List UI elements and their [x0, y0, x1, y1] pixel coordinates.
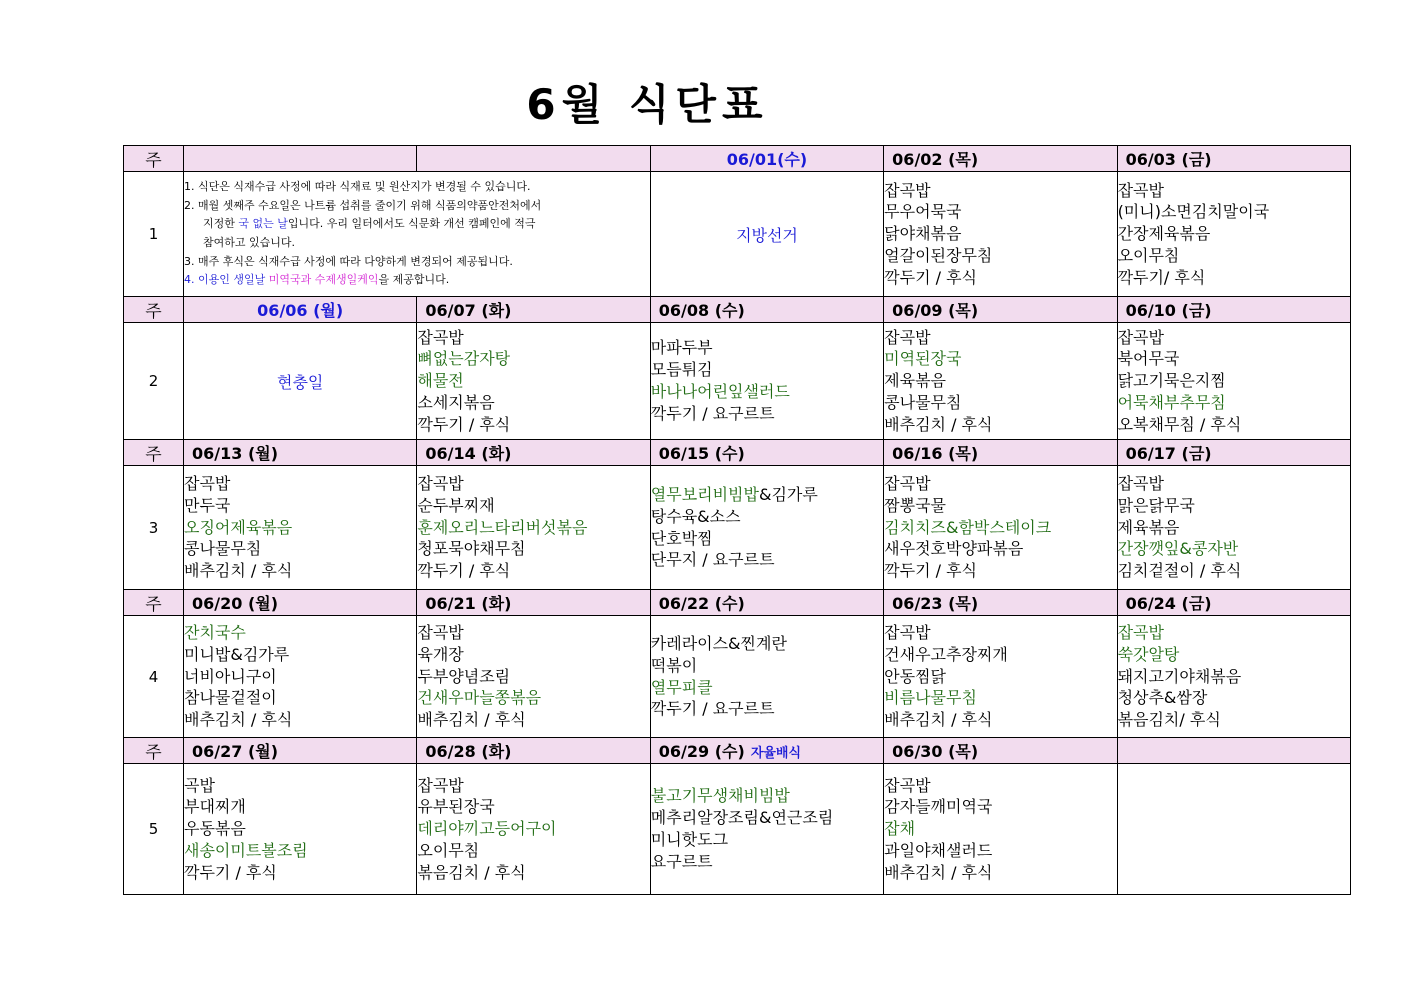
menu-item: 얼갈이된장무침: [884, 245, 993, 265]
date-thu: 06/30 (목): [884, 738, 1117, 764]
menu-item: 잡곡밥: [884, 327, 931, 347]
menu-item: 메추리알장조림&연근조림: [650, 808, 834, 828]
menu-cell-fri: [1117, 172, 1350, 297]
date-wed: 06/01(수): [650, 146, 883, 172]
date-fri: 06/10 (금): [1117, 297, 1350, 323]
menu-item: 단무지 / 요구르트: [650, 550, 775, 570]
menu-item: 배추김치 / 후식: [184, 710, 293, 730]
holiday-cell: 지방선거: [650, 172, 883, 297]
menu-cell-thu: [884, 764, 1117, 895]
menu-item: 잡곡밥: [884, 180, 931, 200]
menu-item: 깍두기 / 후식: [417, 414, 511, 434]
menu-item: 잡곡밥: [884, 474, 931, 493]
menu-item: 쑥갓알탕: [1117, 644, 1180, 664]
date-fri: 06/24 (금): [1117, 590, 1350, 616]
menu-cell-thu: [884, 323, 1117, 440]
date-mon: 06/20 (월): [184, 590, 417, 616]
date-thu: 06/09 (목): [884, 297, 1117, 323]
week-number: 2: [124, 323, 184, 440]
menu-item: 오이무침: [1117, 245, 1180, 265]
date-tue: 06/14 (화): [417, 440, 650, 466]
date-thu: 06/23 (목): [884, 590, 1117, 616]
menu-item: 잔치국수: [184, 623, 246, 642]
menu-cell-wed: [650, 323, 883, 440]
menu-cell-thu: [884, 466, 1117, 590]
menu-item: 너비아니구이: [184, 666, 277, 686]
menu-item: 잡곡밥: [884, 623, 931, 642]
menu-item: 소세지볶음: [417, 392, 495, 412]
menu-item: 부대찌개: [184, 797, 246, 817]
menu-item: 배추김치 / 후식: [184, 561, 293, 581]
menu-item: 순두부찌재: [417, 495, 495, 515]
menu-cell-mon: [184, 616, 417, 738]
menu-item: 깍두기 / 요구르트: [650, 699, 775, 719]
menu-item: 오징어제육볶음: [184, 517, 293, 537]
menu-item: 청상추&쌈장: [1117, 688, 1208, 708]
date-tue: [417, 146, 650, 172]
menu-item: 콩나물무침: [884, 392, 962, 412]
week-number: 1: [124, 172, 184, 297]
week-1-header-row: [124, 146, 1351, 172]
menu-item: 김치치즈&함박스테이크: [884, 517, 1052, 537]
menu-item: 요구르트: [650, 851, 713, 871]
menu-item: 볶음김치/ 후식: [1117, 710, 1221, 730]
menu-item: 잡곡밥: [1117, 474, 1164, 493]
week-label: 주: [124, 297, 184, 323]
menu-item: 깍두기 / 요구르트: [650, 403, 775, 423]
week-5-menu-row: [124, 764, 1351, 895]
menu-cell-mon: [184, 466, 417, 590]
note-line: 2. 매월 셋째주 수요일은 나트륨 섭취를 줄이기 위해 식품의약품안전처에서: [184, 198, 542, 212]
menu-item: 간장깻잎&콩자반: [1117, 539, 1239, 559]
menu-table: [123, 145, 1351, 895]
menu-item: 육개장: [417, 644, 464, 664]
menu-item: 깍두기 / 후식: [884, 561, 978, 581]
menu-item: 잡곡밥: [417, 775, 464, 795]
menu-item: 곡밥: [184, 775, 215, 795]
menu-item: 새우젓호박양파볶음: [884, 539, 1024, 559]
date-mon: 06/27 (월): [184, 738, 417, 764]
menu-item: 제육볶음: [884, 371, 946, 391]
week-2-header-row: [124, 297, 1351, 323]
menu-item: 잡곡밥: [884, 775, 931, 795]
menu-item: 우동볶음: [184, 819, 246, 839]
menu-item: 해물전: [417, 371, 464, 391]
menu-item: 뼈없는감자탕: [417, 349, 511, 369]
note-text: 4.: [184, 273, 198, 287]
menu-item: 만두국: [184, 495, 231, 515]
note-highlight: 국 없는 날: [238, 217, 288, 231]
menu-item: 무우어묵국: [884, 202, 962, 222]
menu-item: 깍두기/ 후식: [1117, 267, 1206, 287]
menu-item: 비름나물무침: [884, 688, 977, 708]
date-wed: [650, 738, 883, 764]
menu-item: 건새우마늘쫑볶음: [417, 688, 542, 708]
week-label: 주: [124, 146, 184, 172]
menu-item: 오이무침: [417, 840, 480, 860]
self-serve-tag: 자율배식: [750, 746, 802, 761]
menu-item: 미니핫도그: [650, 830, 729, 849]
note-text: 을 제공합니다.: [378, 273, 450, 287]
week-4-menu-row: [124, 616, 1351, 738]
date-tue: 06/07 (화): [417, 297, 650, 323]
menu-item: 참나물겉절이: [184, 688, 277, 708]
menu-item: 미역된장국: [884, 349, 962, 369]
menu-item: 과일야채샐러드: [884, 840, 993, 860]
week-number: 3: [124, 466, 184, 590]
note-line: [184, 271, 650, 290]
menu-item: 잡채: [884, 819, 916, 839]
menu-item: 김치겉절이 / 후식: [1117, 561, 1242, 581]
week-label: 주: [124, 590, 184, 616]
note-line: [184, 215, 650, 234]
note-text: 지정한: [203, 217, 239, 231]
menu-item: 감자들깨미역국: [884, 797, 993, 817]
menu-cell-tue: [417, 323, 650, 440]
date-thu: 06/16 (목): [884, 440, 1117, 466]
menu-item: 깍두기 / 후식: [884, 267, 978, 287]
menu-item: 잡곡밥: [1117, 623, 1164, 642]
note-line: 3. 매주 후식은 식재수급 사정에 따라 다양하게 변경되어 제공됩니다.: [184, 254, 513, 268]
date-wed: 06/22 (수): [650, 590, 883, 616]
date-wed: 06/08 (수): [650, 297, 883, 323]
date-thu: 06/02 (목): [884, 146, 1117, 172]
date-mon: 06/13 (월): [184, 440, 417, 466]
note-text: 입니다. 우리 일터에서도 식문화 개선 캠페인에 적극: [287, 217, 536, 231]
date-fri: 06/03 (금): [1117, 146, 1350, 172]
note-highlight: 이용인 생일날: [198, 273, 266, 287]
menu-item: 깍두기 / 후식: [417, 561, 511, 581]
menu-cell-tue: [417, 466, 650, 590]
menu-item: 바나나어린잎샐러드: [650, 382, 790, 401]
week-3-menu-row: [124, 466, 1351, 590]
menu-item: 두부양념조림: [417, 666, 511, 686]
note-line: 참여하고 있습니다.: [203, 236, 296, 249]
date-fri: 06/17 (금): [1117, 440, 1350, 466]
menu-item: 안동찜닭: [884, 666, 946, 686]
menu-item: 단호박찜: [650, 528, 713, 548]
week-number: 5: [124, 764, 184, 895]
menu-cell-wed: [650, 764, 883, 895]
menu-cell-fri-empty: [1117, 764, 1350, 895]
menu-item: 건새우고추장찌개: [884, 644, 1008, 664]
menu-cell-fri: [1117, 616, 1350, 738]
note-highlight: 미역국과 수제생일케익: [268, 273, 379, 287]
menu-cell-thu: [884, 616, 1117, 738]
menu-item: 훈제오리느타리버섯볶음: [417, 517, 588, 537]
menu-item: 배추김치 / 후식: [884, 710, 993, 730]
menu-item: 유부된장국: [417, 797, 495, 817]
holiday-cell: 현충일: [184, 323, 417, 440]
menu-item: 불고기무생채비빔밥: [650, 786, 790, 806]
date-tue: 06/28 (화): [417, 738, 650, 764]
menu-item: 북어무국: [1117, 349, 1180, 369]
date-mon: [184, 146, 417, 172]
week-number: 4: [124, 616, 184, 738]
menu-item: 돼지고기야채볶음: [1117, 666, 1242, 686]
menu-item: 맑은닭무국: [1117, 495, 1195, 515]
menu-item: 잡곡밥: [1117, 327, 1164, 347]
menu-item: 배추김치 / 후식: [417, 710, 526, 730]
menu-item: 닭야채볶음: [884, 224, 962, 244]
date-fri: [1117, 738, 1350, 764]
menu-item: 데리야끼고등어구이: [417, 819, 557, 839]
menu-item: 깍두기 / 후식: [184, 862, 277, 882]
menu-item: 마파두부: [650, 338, 713, 358]
week-3-header-row: [124, 440, 1351, 466]
menu-item: 잡곡밥: [417, 474, 464, 493]
week-4-header-row: [124, 590, 1351, 616]
menu-item: 잡곡밥: [184, 474, 231, 493]
menu-item: 닭고기묵은지찜: [1117, 371, 1226, 391]
menu-item: 배추김치 / 후식: [884, 414, 993, 434]
menu-cell-wed: [650, 616, 883, 738]
menu-item: 간장제육볶음: [1117, 224, 1211, 244]
date-text: 06/29 (수): [658, 742, 745, 761]
menu-cell-wed: [650, 466, 883, 590]
menu-item: 짬뽕국물: [884, 495, 946, 515]
menu-item: 열무피클: [650, 677, 713, 697]
menu-cell-tue: [417, 764, 650, 895]
menu-cell-fri: [1117, 466, 1350, 590]
week-5-header-row: [124, 738, 1351, 764]
menu-item-part: &김가루: [758, 484, 818, 504]
menu-item: 오복채무침 / 후식: [1117, 414, 1242, 434]
menu-item: 잡곡밥: [417, 623, 464, 642]
menu-item: 미니밥&김가루: [184, 644, 290, 664]
note-line: 1. 식단은 식재수급 사정에 따라 식재료 및 원산지가 변경될 수 있습니다.: [184, 180, 531, 194]
week-2-menu-row: [124, 323, 1351, 440]
menu-cell-mon: [184, 764, 417, 895]
date-tue: 06/21 (화): [417, 590, 650, 616]
menu-item: (미니)소면김치말이국: [1117, 202, 1270, 222]
menu-item: 카레라이스&찐계란: [650, 633, 787, 653]
week-1-menu-row: [124, 172, 1351, 297]
menu-cell-thu: [884, 172, 1117, 297]
menu-item: 볶음김치 / 후식: [417, 862, 526, 882]
menu-item: 잡곡밥: [417, 327, 464, 347]
menu-item: 콩나물무침: [184, 539, 262, 559]
menu-item: 모듬튀김: [650, 360, 713, 380]
date-wed: 06/15 (수): [650, 440, 883, 466]
menu-item-part: 열무보리비빔밥: [650, 484, 759, 504]
week-label: 주: [124, 738, 184, 764]
menu-item: 배추김치 / 후식: [884, 862, 993, 882]
menu-item: 잡곡밥: [1117, 180, 1164, 200]
menu-item: 떡볶이: [650, 655, 698, 675]
menu-item: 청포묵야채무침: [417, 539, 526, 559]
menu-cell-fri: [1117, 323, 1350, 440]
menu-cell-tue: [417, 616, 650, 738]
date-mon: 06/06 (월): [184, 297, 417, 323]
menu-item: 탕수육&소스: [650, 506, 741, 526]
menu-item: 어묵채부추무침: [1117, 392, 1226, 412]
menu-item: [651, 484, 883, 506]
menu-item: 새송이미트볼조림: [184, 840, 308, 860]
week-label: 주: [124, 440, 184, 466]
page-title: 6월 식단표: [526, 80, 769, 129]
notes-box: [184, 172, 651, 297]
menu-item: 제육볶음: [1117, 517, 1180, 537]
